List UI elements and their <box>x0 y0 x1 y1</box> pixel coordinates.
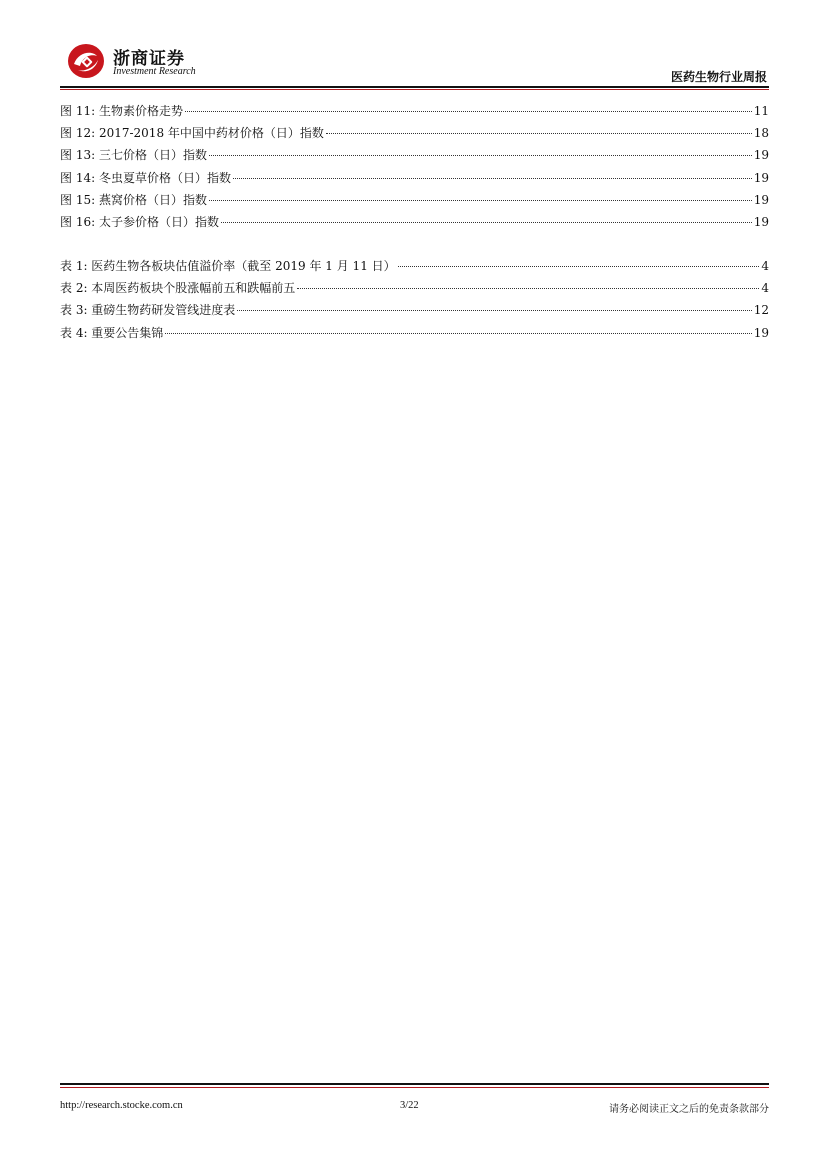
toc-entry[interactable] <box>60 301 769 323</box>
toc-entry-label: 图 14: 冬虫夏草价格（日）指数 <box>60 170 231 185</box>
toc-entry[interactable] <box>60 279 769 301</box>
toc-entry[interactable] <box>60 324 769 346</box>
toc-entry-label: 表 4: 重要公告集锦 <box>60 325 164 340</box>
toc-entry-page: 19 <box>753 214 769 229</box>
toc-entry[interactable] <box>60 146 769 168</box>
toc-entry-label: 表 3: 重磅生物药研发管线进度表 <box>60 303 236 318</box>
page-footer <box>60 1100 769 1116</box>
toc-dot-leader <box>237 310 751 311</box>
toc-entry[interactable] <box>60 102 769 124</box>
toc-entry[interactable] <box>60 257 769 279</box>
figure-list <box>60 102 769 235</box>
toc-entry-label: 图 12: 2017-2018 年中国中药材价格（日）指数 <box>60 126 324 141</box>
toc-entry-label: 图 15: 燕窝价格（日）指数 <box>60 192 207 207</box>
zheshang-logo-icon <box>66 42 106 80</box>
toc-dot-leader <box>398 266 760 267</box>
toc-dot-leader <box>185 111 752 112</box>
toc-entry-page: 19 <box>753 325 769 340</box>
toc-dot-leader <box>233 178 752 179</box>
toc-entry-page: 19 <box>753 192 769 207</box>
toc-entry-page: 4 <box>761 281 769 296</box>
toc-dot-leader <box>209 155 752 156</box>
toc-entry-label: 图 16: 太子参价格（日）指数 <box>60 214 219 229</box>
footer-divider-red <box>60 1087 769 1088</box>
header-divider <box>60 86 769 88</box>
toc-dot-leader <box>165 333 751 334</box>
toc-entry-page: 19 <box>753 148 769 163</box>
toc-dot-leader <box>326 133 752 134</box>
footer-divider <box>60 1083 769 1085</box>
toc-entry[interactable] <box>60 213 769 235</box>
toc-entry-page: 11 <box>753 104 769 118</box>
toc-entry[interactable] <box>60 124 769 146</box>
logo-chinese-name: 浙商证券 <box>113 49 185 69</box>
toc-entry-label: 表 2: 本周医药板块个股涨幅前五和跌幅前五 <box>60 281 296 296</box>
table-list <box>60 257 769 346</box>
page-header <box>60 40 769 92</box>
footer-disclaimer: 请务必阅读正文之后的免责条款部分 <box>609 1104 769 1115</box>
footer-url-link[interactable]: http://research.stocke.com.cn <box>60 1100 183 1111</box>
header-divider-red <box>60 89 769 90</box>
toc-entry-label: 表 1: 医药生物各板块估值溢价率（截至 2019 年 1 月 11 日） <box>60 259 396 273</box>
toc-entry[interactable] <box>60 169 769 191</box>
toc-entry-page: 19 <box>753 170 769 185</box>
toc-dot-leader <box>297 288 759 289</box>
toc-entry-label: 图 13: 三七价格（日）指数 <box>60 148 207 163</box>
toc-dot-leader <box>221 222 752 223</box>
toc-entry-label: 图 11: 生物素价格走势 <box>60 104 183 118</box>
logo-english-name: Investment Research <box>113 66 196 77</box>
page-number: 3/22 <box>400 1100 419 1111</box>
toc-dot-leader <box>209 200 752 201</box>
report-type-title: 医药生物行业周报 <box>670 70 767 84</box>
toc-entry-page: 18 <box>753 126 769 141</box>
toc-entry-page: 4 <box>761 259 769 273</box>
toc-entry[interactable] <box>60 191 769 213</box>
toc-entry-page: 12 <box>753 303 769 318</box>
